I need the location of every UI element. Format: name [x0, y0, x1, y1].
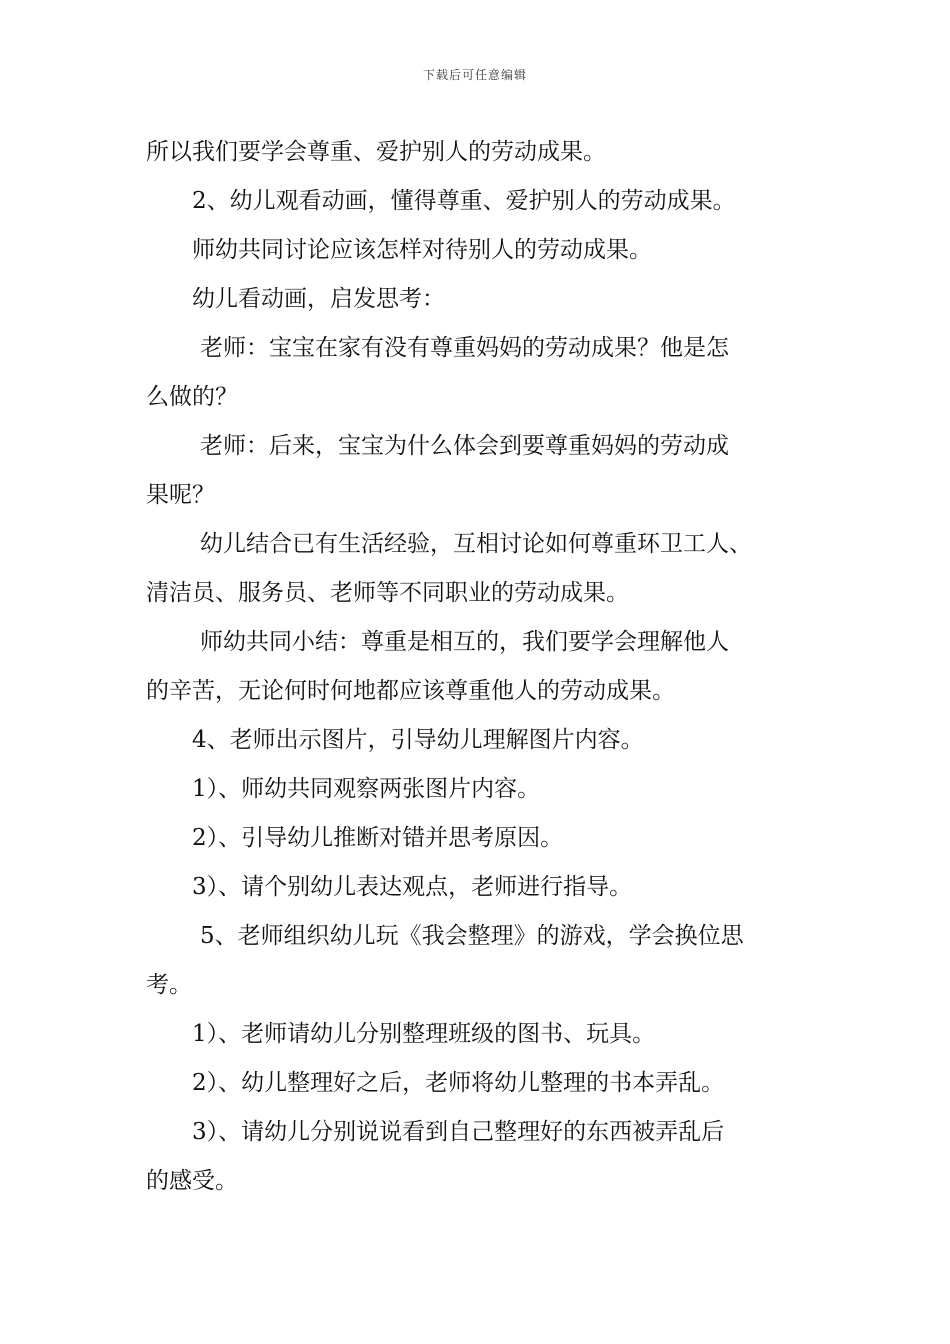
paragraph-line: 的辛苦，无论何时何地都应该尊重他人的劳动成果。 — [146, 678, 675, 704]
paragraph-line: 1）、老师请幼儿分别整理班级的图书、玩具。 — [192, 1021, 656, 1047]
paragraph-line: 清洁员、服务员、老师等不同职业的劳动成果。 — [146, 580, 629, 606]
document-body — [146, 128, 826, 1206]
paragraph-line: 么做的？ — [146, 384, 238, 410]
paragraph-line: 考。 — [146, 972, 192, 998]
page-header: 下载后可任意编辑 — [422, 68, 527, 82]
paragraph-line: 幼儿看动画，启发思考： — [192, 286, 445, 312]
paragraph-line: 果呢？ — [146, 482, 215, 508]
paragraph-line: 3）、请幼儿分别说说看到自己整理好的东西被弄乱后 — [192, 1119, 725, 1145]
paragraph-line: 5、老师组织幼儿玩《我会整理》的游戏，学会换位思 — [200, 923, 744, 949]
paragraph-line: 1）、师幼共同观察两张图片内容。 — [192, 776, 541, 802]
paragraph-line: 2）、引导幼儿推断对错并思考原因。 — [192, 825, 564, 851]
paragraph-line: 所以我们要学会尊重、爱护别人的劳动成果。 — [146, 139, 606, 165]
paragraph-line: 老师：宝宝在家有没有尊重妈妈的劳动成果？他是怎 — [200, 335, 729, 361]
paragraph-line: 4、老师出示图片，引导幼儿理解图片内容。 — [192, 727, 644, 753]
paragraph-line: 老师：后来，宝宝为什么体会到要尊重妈妈的劳动成 — [200, 433, 729, 459]
paragraph-line: 2）、幼儿整理好之后，老师将幼儿整理的书本弄乱。 — [192, 1070, 725, 1096]
paragraph-line: 师幼共同小结：尊重是相互的，我们要学会理解他人 — [200, 629, 729, 655]
paragraph-line: 幼儿结合已有生活经验，互相讨论如何尊重环卫工人、 — [200, 531, 752, 557]
paragraph-line: 师幼共同讨论应该怎样对待别人的劳动成果。 — [192, 237, 652, 263]
paragraph-line: 的感受。 — [146, 1168, 238, 1194]
paragraph-line: 2、幼儿观看动画，懂得尊重、爱护别人的劳动成果。 — [192, 188, 736, 214]
paragraph-line: 3）、请个别幼儿表达观点，老师进行指导。 — [192, 874, 633, 900]
